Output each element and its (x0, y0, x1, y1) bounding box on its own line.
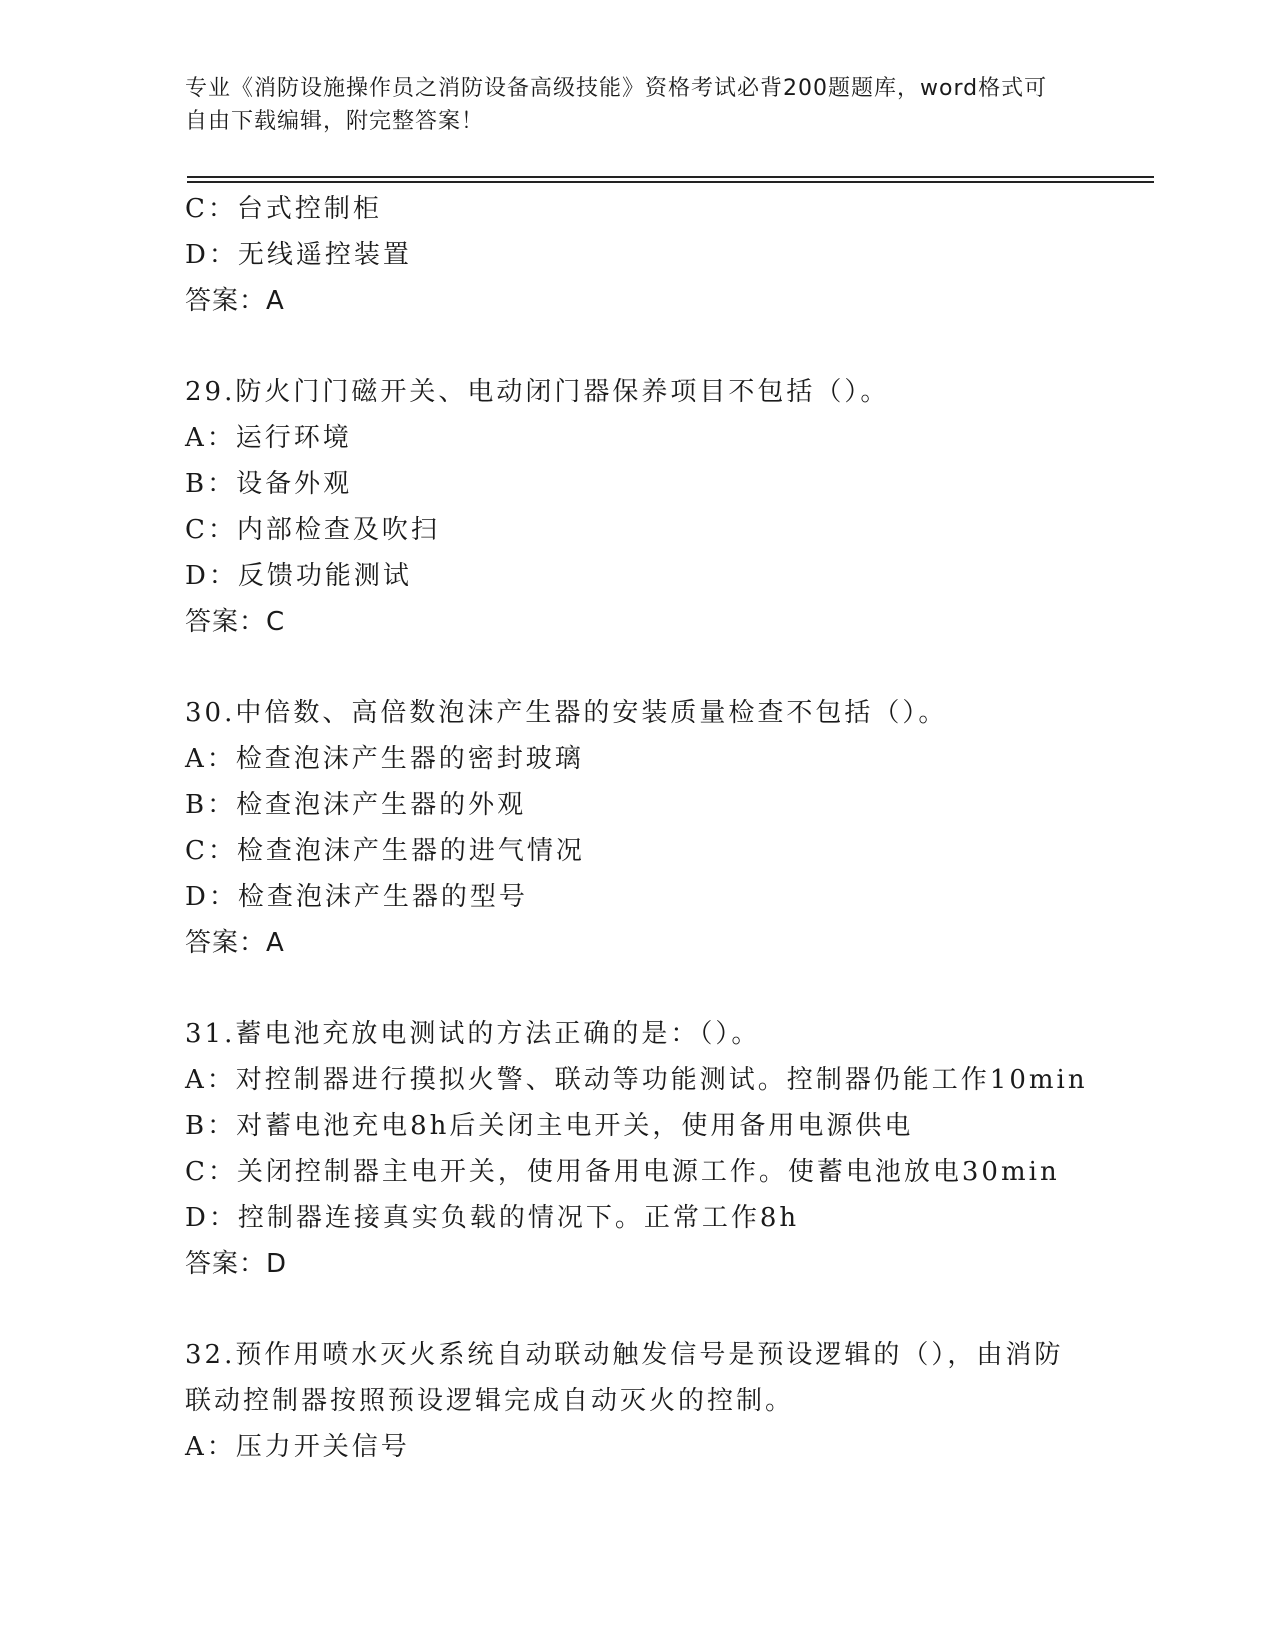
question-text: 29.防火门门磁开关、电动闭门器保养项目不包括（）。 (185, 377, 890, 407)
page-header: 专业《消防设施操作员之消防设备高级技能》资格考试必背200题题库，word格式可自由下载编辑，附完整答案！ (185, 76, 1048, 134)
block-spacer (185, 1287, 1085, 1332)
question-block (185, 369, 1085, 645)
question-text: 31.蓄电池充放电测试的方法正确的是：（）。 (185, 1019, 761, 1049)
question-block (185, 186, 1085, 324)
option-c: C：检查泡沫产生器的进气情况 (185, 836, 585, 866)
answer-line: 答案：C (185, 607, 286, 637)
question-text: 32.预作用喷水灭火系统自动联动触发信号是预设逻辑的（），由消防联动控制器按照预设逻辑完成自动灭火的控制。 (185, 1340, 1064, 1416)
question-block (185, 1332, 1085, 1470)
question-list (185, 186, 1088, 1470)
question-block (185, 1011, 1088, 1287)
option-d: D：无线遥控装置 (185, 240, 412, 270)
answer-line: 答案：A (185, 928, 285, 958)
block-spacer (185, 645, 1085, 690)
option-d: D：检查泡沫产生器的型号 (185, 882, 528, 912)
option-c: C：关闭控制器主电开关，使用备用电源工作。使蓄电池放电30min (185, 1157, 1060, 1187)
option-b: B：对蓄电池充电8h后关闭主电开关，使用备用电源供电 (185, 1111, 914, 1141)
question-block (185, 690, 1085, 966)
block-spacer (185, 966, 1085, 1011)
header-rule-bottom (187, 181, 1154, 183)
option-c: C：内部检查及吹扫 (185, 515, 440, 545)
option-b: B：设备外观 (185, 469, 353, 499)
answer-line: 答案：D (185, 1249, 288, 1279)
answer-line: 答案：A (185, 286, 285, 316)
option-d: D：反馈功能测试 (185, 561, 412, 591)
header-rule-top (187, 176, 1154, 178)
option-b: B：检查泡沫产生器的外观 (185, 790, 527, 820)
option-a: A：压力开关信号 (185, 1432, 410, 1462)
option-a: A：对控制器进行摸拟火警、联动等功能测试。控制器仍能工作10min (185, 1065, 1088, 1095)
option-a: A：检查泡沫产生器的密封玻璃 (185, 744, 584, 774)
option-d: D：控制器连接真实负载的情况下。正常工作8h (185, 1203, 800, 1233)
option-a: A：运行环境 (185, 423, 352, 453)
question-text: 30.中倍数、高倍数泡沫产生器的安装质量检查不包括（）。 (185, 698, 948, 728)
option-c: C：台式控制柜 (185, 194, 382, 224)
block-spacer (185, 324, 1085, 369)
